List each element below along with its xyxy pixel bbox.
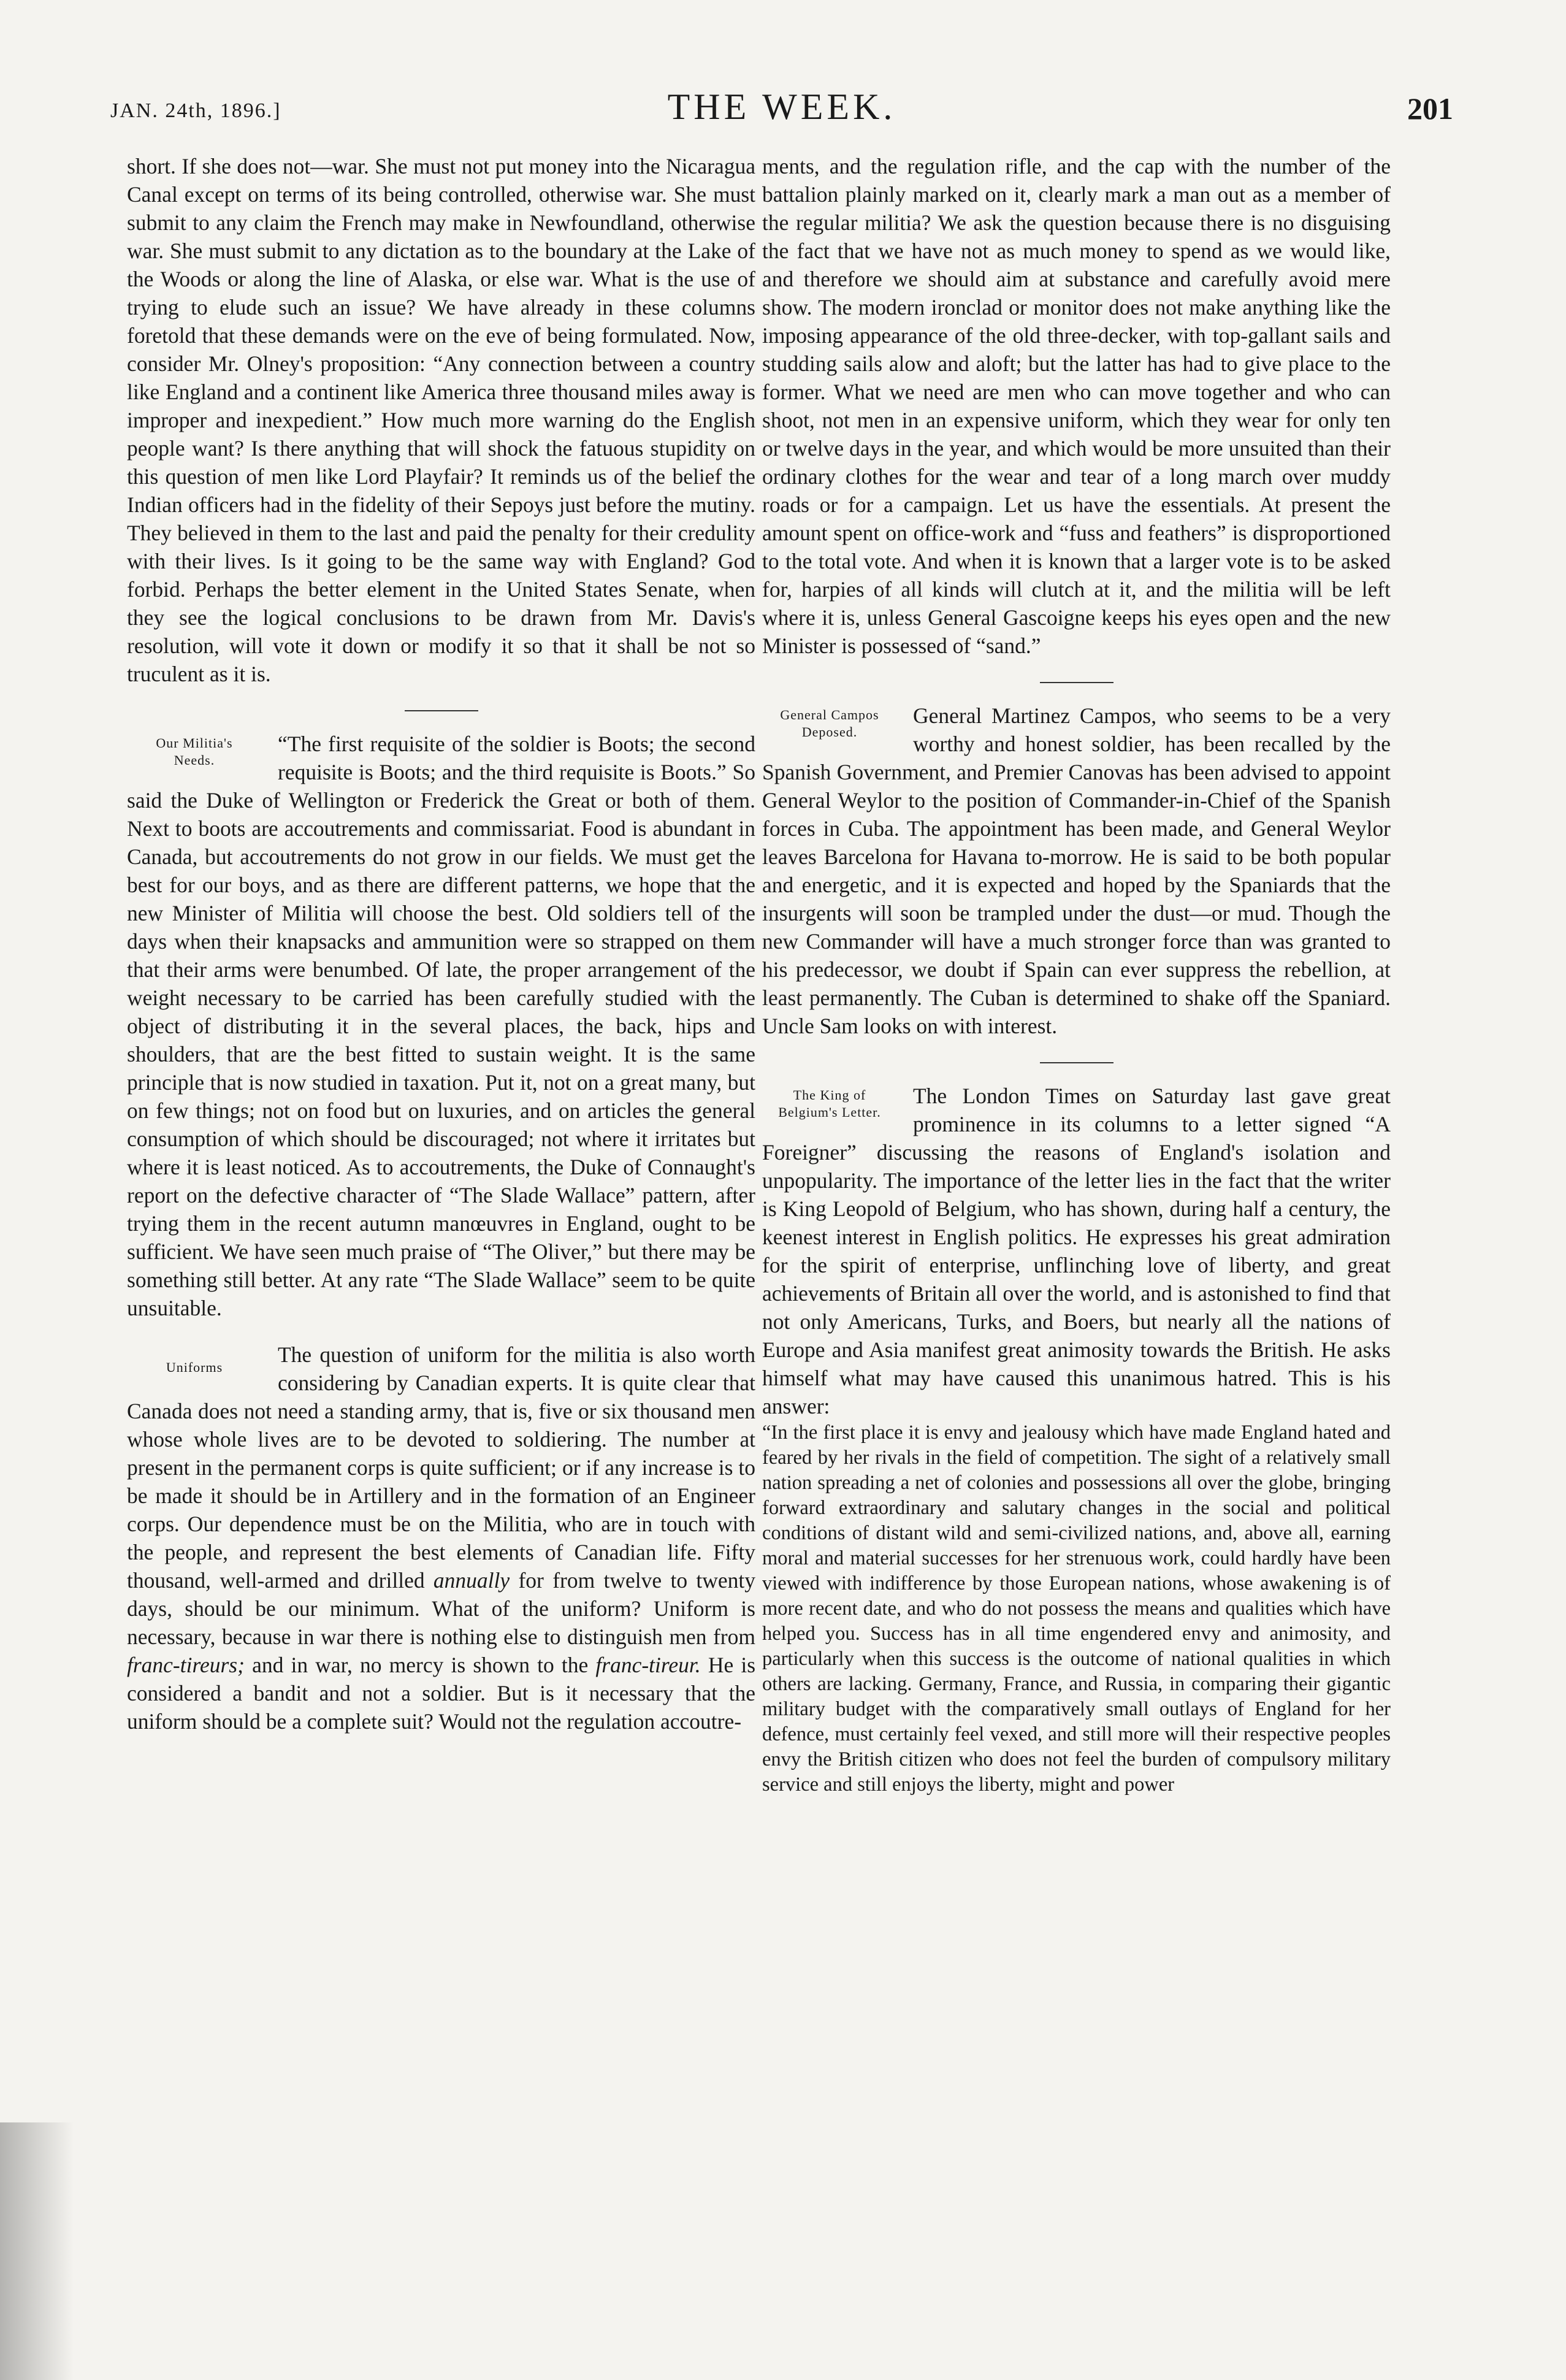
king-text: The London Times on Saturday last gave great prominence in its columns to a letter signed “A Foreigner” discussing the reasons of England's isolation and unpopularity. The importance of the letter lies in the fact that the writer is King Leopold of Belgium, who has shown, during half a century, the keenest interest in English politics. He expresses his great admiration for the spirit of enterprise, unflinching love of liberty, and great achievements of Britain all over the world, and is astonished to find that not only Americans, Turks, and Boers, but nearly all the nations of Europe and Asia manifest great animosity towards the British. He asks himself what may have caused this unanimous hatred. This is his answer: [762,1084,1391,1418]
section-divider [405,710,478,711]
left-column [127,152,755,1735]
page-header [110,86,1453,135]
section-campos [762,702,1391,1040]
section-uniforms [127,1341,755,1735]
side-heading-campos: General Campos Deposed. [780,707,879,740]
right-column [762,152,1391,1797]
section-divider [1040,682,1113,683]
uniforms-text: The question of uniform for the militia is also worth considering by Canadian experts. It is quite clear that Canada does not need a standing army, that is, five or six thousand men whose whole lives are to be devoted to soldiering. The number at present in the permanent corps is quite sufficient; or if any increase is to be made it should be in Artillery and in the formation of an Engineer corps. Our dependence must be on the Militia, who are in touch with the people, and represent the best elements of Canadian life. Fifty thousand, well-armed and drilled annually for from twelve to twenty days, should be our minimum. What of the uniform? Uniform is necessary, because in war there is nothing else to distinguish men from franc-tireurs; and in war, no mercy is shown to the franc-tireur. He is considered a bandit and not a soldier. But is it necessary that the uniform should be a complete suit? Would not the regulation accoutre- [127,1342,756,1734]
section-king-belgium [762,1082,1391,1420]
page-number: 201 [1407,91,1453,126]
binding-shadow [0,2122,74,2380]
side-heading-militia: Our Militia's Needs. [156,735,233,768]
side-heading-king: The King of Belgium's Letter. [778,1087,881,1120]
section-divider [1040,1062,1113,1063]
masthead-title: THE WEEK. [667,86,896,127]
article-continuation: short. If she does not—war. She must not put money into the Nicaragua Canal except on terms of its being controlled, otherwise war. She must submit to any claim the French may make in Newfoundland, otherwise war. She must submit to any dictation as to the boundary at the Lake of the Woods or along the line of Alaska, or else war. What is the use of trying to elude such an issue? We have already in these columns foretold that these demands were on the eve of being formulated. Now, consider Mr. Olney's proposition: “Any connection between a country like England and a continent like America three thousand miles away is improper and inexpedient.” How much more warning do the English people want? Is there anything that will shock the fatuous stupidity on this question of men like Lord Playfair? It reminds us of the belief the Indian officers had in the fidelity of their Sepoys just before the mutiny. They believed in them to the last and paid the penalty for their credulity with their lives. Is it going to be the same way with England? God forbid. Perhaps the better element in the United States Senate, when they see the logical conclusions to be drawn from Mr. Davis's resolution, will vote it down or modify it so that it shall be not so truculent as it is. [127,154,755,686]
section-militia-needs [127,730,755,1322]
king-letter-quote: “In the first place it is envy and jealousy which have made England hated and feared by her rivals in the field of competition. The sight of a relatively small nation spreading a net of colonies and possessions all over the globe, bringing forward extraordinary and salutary changes in the social and political conditions of distant wild and semi-civilized nations, and, above all, earning moral and material successes for her strenuous work, could hardly have been viewed with indifference by those European nations, whose awakening is of more recent date, and who do not possess the means and qualities which have helped you. Success has in all time engendered envy and animosity, and particularly when this success is the outcome of national qualities in which others are lacking. Germany, France, and Russia, in comparing their gigantic military budget with the comparatively small outlays of England for her defence, must certainly feel vexed, and still more will their respective peoples envy the British citizen who does not feel the burden of compulsory military service and still enjoys the liberty, might and power [762,1421,1391,1796]
side-heading-uniforms: Uniforms [166,1360,223,1375]
uniforms-continuation: ments, and the regulation rifle, and the cap with the number of the battalion plainly marked on it, clearly mark a man out as a member of the regular militia? We ask the question because there is no disguising the fact that we have not as much money to spend as we would like, and therefore we should aim at substance and carefully avoid mere show. The modern ironclad or monitor does not make anything like the imposing appearance of the old three-decker, with top-gallant sails and studding sails alow and aloft; but the latter has had to give place to the former. What we need are men who can move together and who can shoot, not men in an expensive uniform, which they wear for only ten or twelve days in the year, and which would be more unsuited than their ordinary clothes for the wear and tear of a long march over muddy roads or for a campaign. Let us have the essentials. At present the amount spent on office-work and “fuss and feathers” is disproportioned to the total vote. And when it is known that a larger vote is to be asked for, harpies of all kinds will clutch at it, and the militia will be left where it is, unless General Gascoigne keeps his eyes open and the new Minister is possessed of “sand.” [762,154,1391,658]
issue-date: JAN. 24th, 1896.] [110,99,281,122]
campos-text: General Martinez Campos, who seems to be a very worthy and honest soldier, has been recalled by the Spanish Government, and Premier Canovas has been advised to appoint General Weylor to the position of Commander-in-Chief of the Spanish forces in Cuba. The appointment has been made, and General Weylor leaves Barcelona for Havana to-morrow. He is said to be both popular and energetic, and it is expected and hoped by the Spaniards that the insurgents will soon be trampled under the dust—or mud. Though the new Commander will have a much stronger force than was granted to his predecessor, we doubt if Spain can ever suppress the rebellion, at least permanently. The Cuban is determined to shake off the Spaniard. Uncle Sam looks on with interest. [762,703,1391,1038]
militia-text: “The first requisite of the soldier is Boots; the second requisite is Boots; and the third requisite is Boots.” So said the Duke of Wellington or Frederick the Great or both of them. Next to boots are accoutrements and commissariat. Food is abundant in Canada, but accoutrements do not grow in our fields. We must get the best for our boys, and as there are different patterns, we hope that the new Minister of Militia will choose the best. Old soldiers tell of the days when their knapsacks and ammunition were so strapped on them that their arms were benumbed. Of late, the proper arrangement of the weight necessary to be carried has been carefully studied with the object of distributing it in the several places, the back, hips and shoulders, that are the best fitted to sustain weight. It is the same principle that is now studied in taxation. Put it, not on a great many, but on few things; not on food but on luxuries, and on articles the general consumption of which should be discouraged; not where it irritates but where it is least noticed. As to accoutrements, the Duke of Connaught's report on the defective character of “The Slade Wallace” pattern, after trying them in the recent autumn manœuvres in England, ought to be sufficient. We have seen much praise of “The Oliver,” but there may be something still better. At any rate “The Slade Wallace” seem to be quite unsuitable. [127,732,755,1320]
